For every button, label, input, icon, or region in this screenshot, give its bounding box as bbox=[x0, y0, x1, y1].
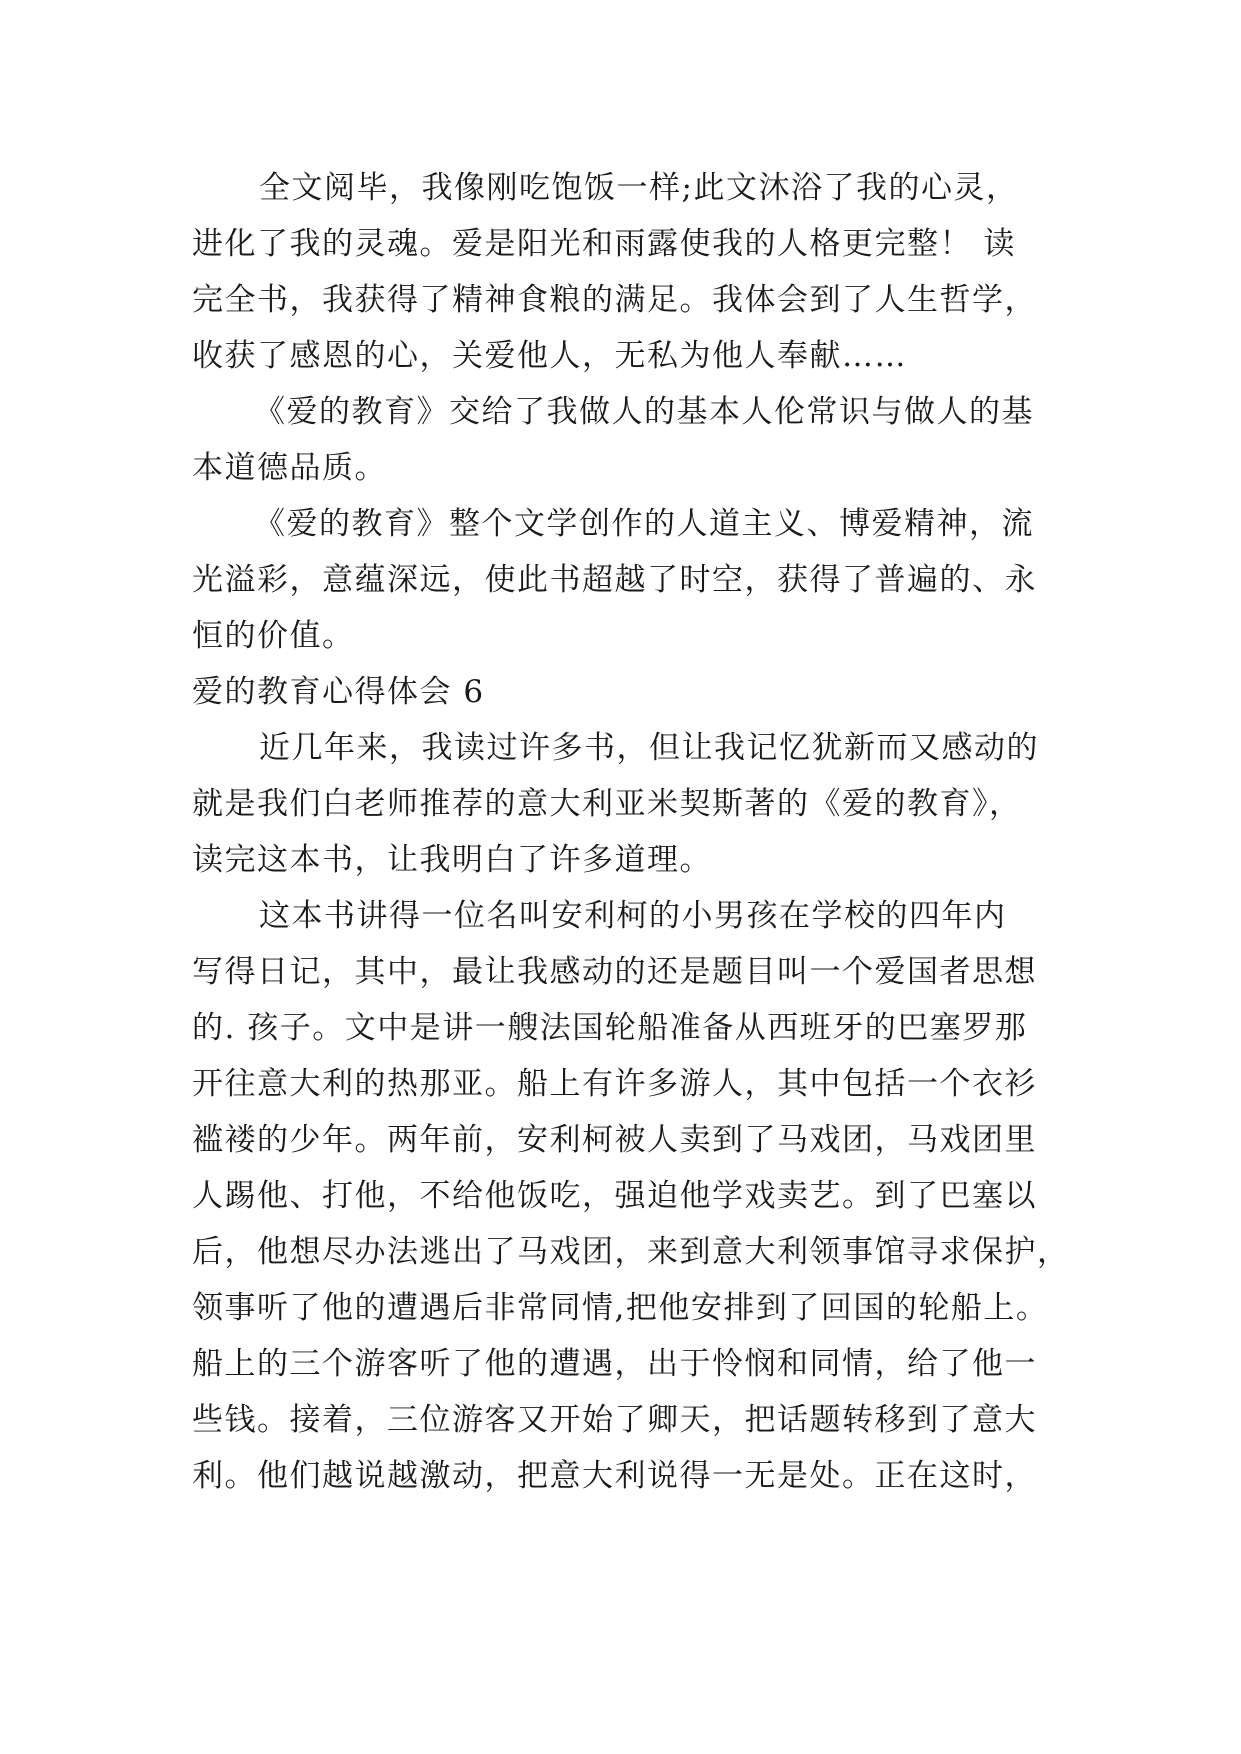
paragraph-3-line-3: 恒的价值。 bbox=[192, 618, 355, 654]
paragraph-5-line-6: 人踢他、打他，不给他饭吃，强迫他学戏卖艺。到了巴塞以 bbox=[192, 1178, 1037, 1214]
paragraph-1-line-2: 进化了我的灵魂。爱是阳光和雨露使我的人格更完整！ 读 bbox=[192, 226, 1016, 262]
paragraph-1-line-3: 完全书，我获得了精神食粮的满足。我体会到了人生哲学， bbox=[192, 282, 1037, 318]
paragraph-4-line-3: 读完这本书，让我明白了许多道理。 bbox=[192, 842, 712, 878]
paragraph-5-line-7: 后，他想尽办法逃出了马戏团，来到意大利领事馆寻求保护， bbox=[192, 1234, 1070, 1270]
paragraph-5-line-8: 领事听了他的遭遇后非常同情,把他安排到了回国的轮船上。 bbox=[192, 1290, 1049, 1326]
paragraph-1-line-4: 收获了感恩的心，关爱他人，无私为他人奉献…… bbox=[192, 338, 907, 374]
paragraph-5-line-1: 这本书讲得一位名叫安利柯的小男孩在学校的四年内 bbox=[259, 898, 1007, 934]
paragraph-5-line-2: 写得日记，其中，最让我感动的还是题目叫一个爱国者思想 bbox=[192, 954, 1037, 990]
section-heading: 爱的教育心得体会 6 bbox=[192, 674, 485, 710]
paragraph-2-line-1: 《爱的教育》交给了我做人的基本人伦常识与做人的基 bbox=[254, 394, 1034, 430]
paragraph-5-line-9: 船上的三个游客听了他的遭遇，出于怜悯和同情，给了他一 bbox=[192, 1346, 1037, 1382]
paragraph-4-line-2: 就是我们白老师推荐的意大利亚米契斯著的《爱的教育》， bbox=[192, 786, 1022, 822]
paragraph-5-line-3: 的. 孩子。文中是讲一艘法国轮船准备从西班牙的巴塞罗那 bbox=[192, 1010, 1028, 1046]
paragraph-5-line-10: 些钱。接着，三位游客又开始了卿天，把话题转移到了意大 bbox=[192, 1402, 1037, 1438]
paragraph-1-line-1: 全文阅毕，我像刚吃饱饭一样;此文沐浴了我的心灵， bbox=[259, 170, 1019, 206]
paragraph-5-line-4: 开往意大利的热那亚。船上有许多游人，其中包括一个衣衫 bbox=[192, 1066, 1037, 1102]
paragraph-5-line-11: 利。他们越说越激动，把意大利说得一无是处。正在这时， bbox=[192, 1458, 1037, 1494]
paragraph-3-line-2: 光溢彩，意蕴深远，使此书超越了时空，获得了普遍的、永 bbox=[192, 562, 1037, 598]
paragraph-3-line-1: 《爱的教育》整个文学创作的人道主义、博爱精神，流 bbox=[254, 506, 1034, 542]
paragraph-5-line-5: 褴褛的少年。两年前，安利柯被人卖到了马戏团，马戏团里 bbox=[192, 1122, 1037, 1158]
paragraph-2-line-2: 本道德品质。 bbox=[192, 450, 387, 486]
paragraph-4-line-1: 近几年来，我读过许多书，但让我记忆犹新而又感动的 bbox=[259, 730, 1039, 766]
